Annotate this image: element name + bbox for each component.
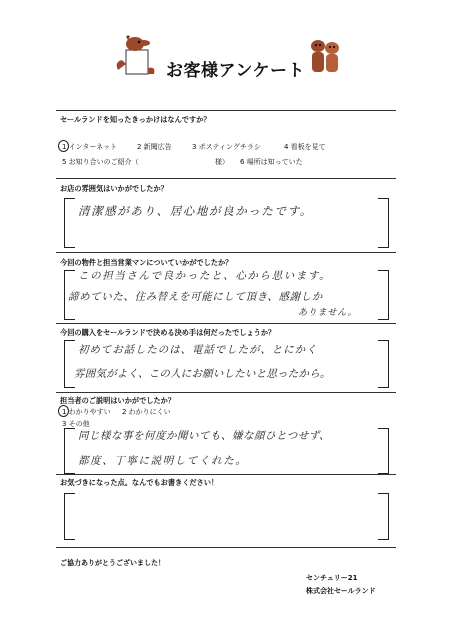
answer-bracket-left <box>64 198 75 248</box>
option-newspaper[interactable]: 2 新聞広告 <box>137 143 172 151</box>
answer-atmosphere-line: 清潔感があり、居心地が良かったです。 <box>78 204 313 218</box>
section-divider <box>56 474 396 475</box>
option-internet[interactable]: 1 インターネット <box>62 143 118 151</box>
section-divider <box>56 110 396 111</box>
answer-property-line: ありません。 <box>298 308 358 318</box>
section-divider <box>56 178 396 179</box>
answer-property-line: この担当さんで良かったと、心から思います。 <box>78 270 332 282</box>
mascot-dog-sign-illustration <box>110 30 162 78</box>
section-divider <box>56 323 396 324</box>
answer-deciding-line: 初めてお話したのは、電話でしたが、とにかく <box>78 344 318 356</box>
option-other[interactable]: 3 その他 <box>62 420 90 428</box>
question-comments: お気づきになった点。なんでもお書きください！ <box>60 478 219 487</box>
answer-bracket-left <box>64 428 75 474</box>
answer-bracket-right <box>378 270 389 320</box>
option-knew-location[interactable]: 6 場所は知っていた <box>240 158 303 166</box>
answer-explanation-line: 同じ様な事を何度か聞いても、嫌な顔ひとつせず、 <box>78 430 330 442</box>
option-signboard[interactable]: 4 看板を見て <box>284 143 326 151</box>
section-divider <box>56 392 396 393</box>
question-how-found: セールランドを知ったきっかけはなんですか？ <box>60 115 211 124</box>
answer-bracket-right <box>378 340 389 388</box>
answer-bracket-right <box>378 428 389 474</box>
answer-bracket-left <box>64 493 75 540</box>
option-flyer[interactable]: 3 ポスティングチラシ <box>192 143 261 151</box>
answer-deciding-line: 雰囲気がよく、この人にお願いしたいと思ったから。 <box>74 368 331 380</box>
page-title: お客様アンケート <box>166 61 305 81</box>
answer-property-line: 諦めていた、住み替えを可能にして頂き、感謝しか <box>68 291 323 303</box>
answer-explanation-line: 都度、丁寧に説明してくれた。 <box>78 455 248 467</box>
company-name: 株式会社セールランド <box>306 587 376 595</box>
section-divider <box>56 547 396 548</box>
company-brand: センチュリー21 <box>306 574 358 582</box>
question-explanation: 担当者のご説明はいかがでしたか？ <box>60 396 176 405</box>
mascot-dogs-illustration <box>306 36 346 78</box>
option-referral-suffix: 様） <box>215 158 229 166</box>
answer-bracket-right <box>378 198 389 248</box>
section-divider <box>56 252 396 253</box>
option-referral[interactable]: 5 お知り合いのご紹介（ <box>62 158 139 166</box>
question-property-agent: 今回の物件と担当営業マンについていかがでしたか？ <box>60 258 233 267</box>
question-deciding-factor: 今回の購入をセールランドで決める決め手は何だったでしょうか？ <box>60 328 276 337</box>
thanks-message: ご協力ありがとうございました！ <box>60 559 165 567</box>
option-hard-to-understand[interactable]: 2 わかりにくい <box>122 408 171 416</box>
option-easy-to-understand[interactable]: 1 わかりやすい <box>62 408 111 416</box>
answer-bracket-right <box>378 493 389 540</box>
question-atmosphere: お店の雰囲気はいかがでしたか？ <box>60 184 168 193</box>
